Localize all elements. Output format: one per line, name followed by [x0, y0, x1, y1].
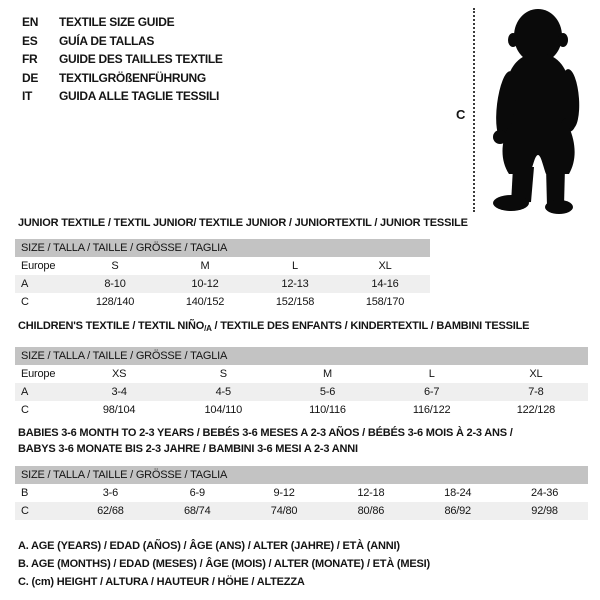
- language-code: FR: [22, 52, 38, 66]
- height-marker-label: C: [456, 107, 466, 122]
- row-label: A: [15, 383, 67, 401]
- cell: 24-36: [531, 487, 559, 499]
- cell: 110/116: [309, 404, 346, 416]
- language-row-es: [22, 32, 223, 51]
- cell: 6-7: [380, 383, 484, 401]
- cell: 104/110: [204, 404, 243, 416]
- silhouette-leg-right: [546, 167, 565, 206]
- cell: 74/80: [241, 502, 328, 520]
- cell: S: [111, 260, 119, 272]
- row-label: Europe: [21, 368, 56, 380]
- language-title: GUIDA ALLE TAGLIE TESSILI: [59, 89, 220, 103]
- children-title-subscript: /A: [204, 324, 212, 333]
- cell: 92/98: [501, 502, 588, 520]
- table-row: [15, 293, 430, 311]
- cell: 9-12: [273, 487, 295, 499]
- cell: 116/122: [412, 404, 451, 416]
- cell: S: [219, 368, 227, 380]
- note-b: B. AGE (MONTHS) / EDAD (MESES) / ÂGE (MOIS) / ALTER (MONATE) / ETÀ (MESI): [18, 558, 430, 570]
- language-code: ES: [22, 33, 38, 48]
- table-row: [15, 401, 588, 419]
- cell: 14-16: [340, 275, 430, 293]
- row-label: Europe: [21, 260, 56, 272]
- size-header-row: [15, 239, 430, 257]
- size-header-label: SIZE / TALLA / TAILLE / GRÖSSE / TAGLIA: [15, 466, 588, 484]
- cell: 6-9: [189, 487, 205, 499]
- junior-table-title: JUNIOR TEXTILE / TEXTIL JUNIOR/ TEXTILE JUNIOR / JUNIORTEXTIL / JUNIOR TESSILE: [18, 217, 468, 229]
- language-code: DE: [22, 70, 39, 85]
- language-code: EN: [22, 15, 39, 29]
- size-header-row: [15, 347, 588, 365]
- note-c: C. (cm) HEIGHT / ALTURA / HAUTEUR / HÖHE / ALTEZZA: [18, 576, 305, 588]
- cell: 4-5: [171, 383, 275, 401]
- babies-title-line2: BABYS 3-6 MONATE BIS 2-3 JAHRE / BAMBINI 3-6 MESI A 2-3 ANNI: [18, 442, 358, 455]
- cell: L: [428, 368, 435, 380]
- cell: 128/140: [95, 296, 135, 308]
- row-label: B: [21, 487, 29, 499]
- language-row-de: [22, 69, 223, 88]
- junior-size-table: [15, 239, 430, 311]
- cell: 3-6: [102, 487, 119, 499]
- language-title-block: [22, 13, 223, 106]
- table-row: [15, 365, 588, 383]
- babies-title-line1: BABIES 3-6 MONTH TO 2-3 YEARS / BEBÉS 3-6 MESES A 2-3 AÑOS / BÉBÉS 3-6 MOIS À 2-3 ANS /: [18, 427, 513, 439]
- cell: 122/128: [516, 404, 556, 416]
- language-title: TEXTILGRÖßENFÜHRUNG: [59, 70, 206, 85]
- cell: 3-4: [67, 383, 171, 401]
- table-row: [15, 484, 588, 502]
- cell: 158/170: [365, 296, 405, 308]
- size-header-label: SIZE / TALLA / TAILLE / GRÖSSE / TAGLIA: [15, 347, 588, 365]
- cell: 18-24: [444, 487, 472, 499]
- children-table-title: [18, 320, 529, 333]
- silhouette-foot-left: [493, 195, 529, 211]
- table-row: [15, 383, 588, 401]
- row-label: C: [21, 296, 29, 308]
- silhouette-shorts: [503, 127, 575, 174]
- cell: 98/104: [102, 404, 136, 416]
- cell: 86/92: [414, 502, 501, 520]
- cell: 12-13: [250, 275, 340, 293]
- children-size-table: [15, 347, 588, 419]
- cell: 68/74: [154, 502, 241, 520]
- table-row: [15, 502, 588, 520]
- cell: M: [200, 260, 210, 272]
- language-row-it: [22, 87, 223, 106]
- language-row-fr: [22, 50, 223, 69]
- table-row: [15, 275, 430, 293]
- silhouette-ear-right: [558, 33, 568, 47]
- cell: 8-10: [70, 275, 160, 293]
- size-header-label: SIZE / TALLA / TAILLE / GRÖSSE / TAGLIA: [15, 239, 430, 257]
- row-label: C: [15, 502, 67, 520]
- cell: XL: [378, 260, 392, 272]
- cell: 152/158: [275, 296, 315, 308]
- table-row: [15, 257, 430, 275]
- children-title-rest: / TEXTILE DES ENFANTS / KINDERTEXTIL / BAMBINI TESSILE: [211, 320, 530, 332]
- row-label: C: [21, 404, 29, 416]
- cell: 5-6: [275, 383, 379, 401]
- size-header-row: [15, 466, 588, 484]
- cell: M: [322, 368, 332, 380]
- cell: 62/68: [67, 502, 154, 520]
- cell: 10-12: [160, 275, 250, 293]
- babies-table-title: [18, 426, 513, 457]
- children-title-main: CHILDREN'S TEXTILE / TEXTIL NIÑO: [18, 320, 205, 332]
- cell: L: [292, 260, 298, 272]
- note-a: A. AGE (YEARS) / EDAD (AÑOS) / ÂGE (ANS) / ALTER (JAHRE) / ETÀ (ANNI): [18, 540, 400, 552]
- language-row-en: [22, 13, 223, 32]
- legend-notes: [18, 537, 430, 591]
- cell: 7-8: [484, 383, 588, 401]
- cell: 12-18: [357, 487, 385, 499]
- silhouette-foot-right: [545, 200, 573, 214]
- cell: 140/152: [185, 296, 225, 308]
- language-title: GUIDE DES TAILLES TEXTILE: [59, 52, 223, 66]
- cell: XS: [111, 368, 127, 380]
- toddler-silhouette-image: [483, 5, 597, 215]
- babies-size-table: [15, 466, 588, 520]
- language-code: IT: [22, 89, 33, 103]
- language-title: TEXTILE SIZE GUIDE: [59, 15, 175, 29]
- silhouette-ear-left: [508, 33, 518, 47]
- language-title: GUÍA DE TALLAS: [59, 33, 155, 48]
- row-label: A: [15, 275, 70, 293]
- height-measure-dotted-line: [473, 8, 475, 212]
- cell: 80/86: [327, 502, 414, 520]
- cell: XL: [529, 368, 543, 380]
